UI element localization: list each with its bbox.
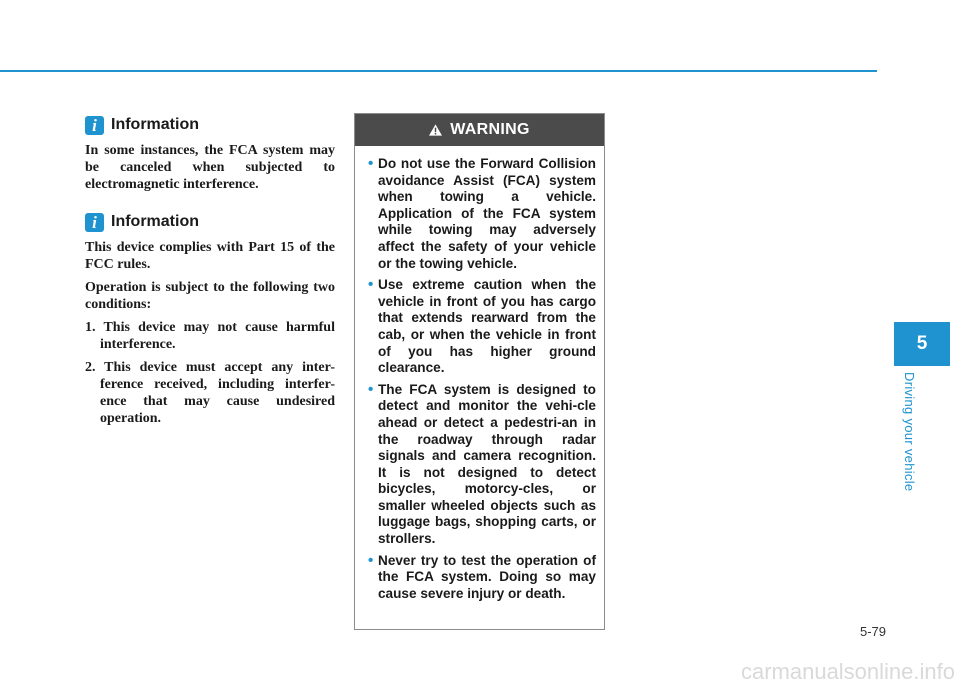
list-item: • Do not use the Forward Collision avoidance Assist (FCA) system when towing a vehicle. Application of the FCA system while towing may adversely affect the safety of your vehicle or the towing vehicle.: [368, 155, 596, 271]
info-paragraph: In some instances, the FCA system may be canceled when subjected to electromagnetic interference.: [85, 143, 335, 192]
warning-header: [355, 114, 604, 146]
list-item: 1. This device may not cause harmful interference.: [85, 320, 335, 352]
watermark: carmanualsonline.info: [740, 659, 955, 684]
list-item: • Never try to test the operation of the FCA system. Doing so may cause severe injury or death.: [368, 551, 596, 601]
list-item: • The FCA system is designed to detect and monitor the vehi-cle ahead or detect a pedestri-an in the roadway through radar signals and camera recognition. It is not designed to detect bicycles, motorcy-cles, or smaller wheeled objects such as luggage bags, shopping carts, or strollers.: [368, 380, 596, 547]
info-block-2: [85, 211, 335, 427]
page-number: 5-79: [859, 624, 886, 639]
list-item: 2. This device must accept any inter-ference received, including interfer-ence that may cause undesired operation.: [85, 360, 335, 426]
bullet-icon: •: [368, 551, 374, 569]
info-paragraph: Operation is subject to the following two conditions:: [85, 280, 335, 312]
bullet-icon: •: [368, 276, 374, 294]
info-paragraph: This device complies with Part 15 of the FCC rules.: [85, 240, 335, 272]
info-column: [85, 114, 335, 433]
bullet-icon: •: [368, 155, 374, 172]
warning-list: [355, 146, 604, 602]
info-i-icon: i: [85, 213, 104, 232]
warning-box: [354, 113, 605, 630]
info-title: Information: [111, 116, 199, 133]
info-title: Information: [111, 213, 199, 230]
list-item: • Use extreme caution when the vehicle in front of you has cargo that extends rearward from the cab, or when the vehicle in front of you has higher ground clearance.: [368, 276, 596, 376]
chapter-tab[interactable]: 5: [894, 322, 950, 366]
warning-triangle-icon: [429, 124, 442, 136]
chapter-label: Driving your vehicle: [902, 372, 917, 492]
bullet-icon: •: [368, 380, 374, 398]
info-block-1: [85, 114, 335, 193]
conditions-list: [85, 319, 335, 427]
warning-label: WARNING: [450, 121, 530, 138]
info-i-icon: i: [85, 116, 104, 135]
header-rule: [0, 70, 877, 72]
